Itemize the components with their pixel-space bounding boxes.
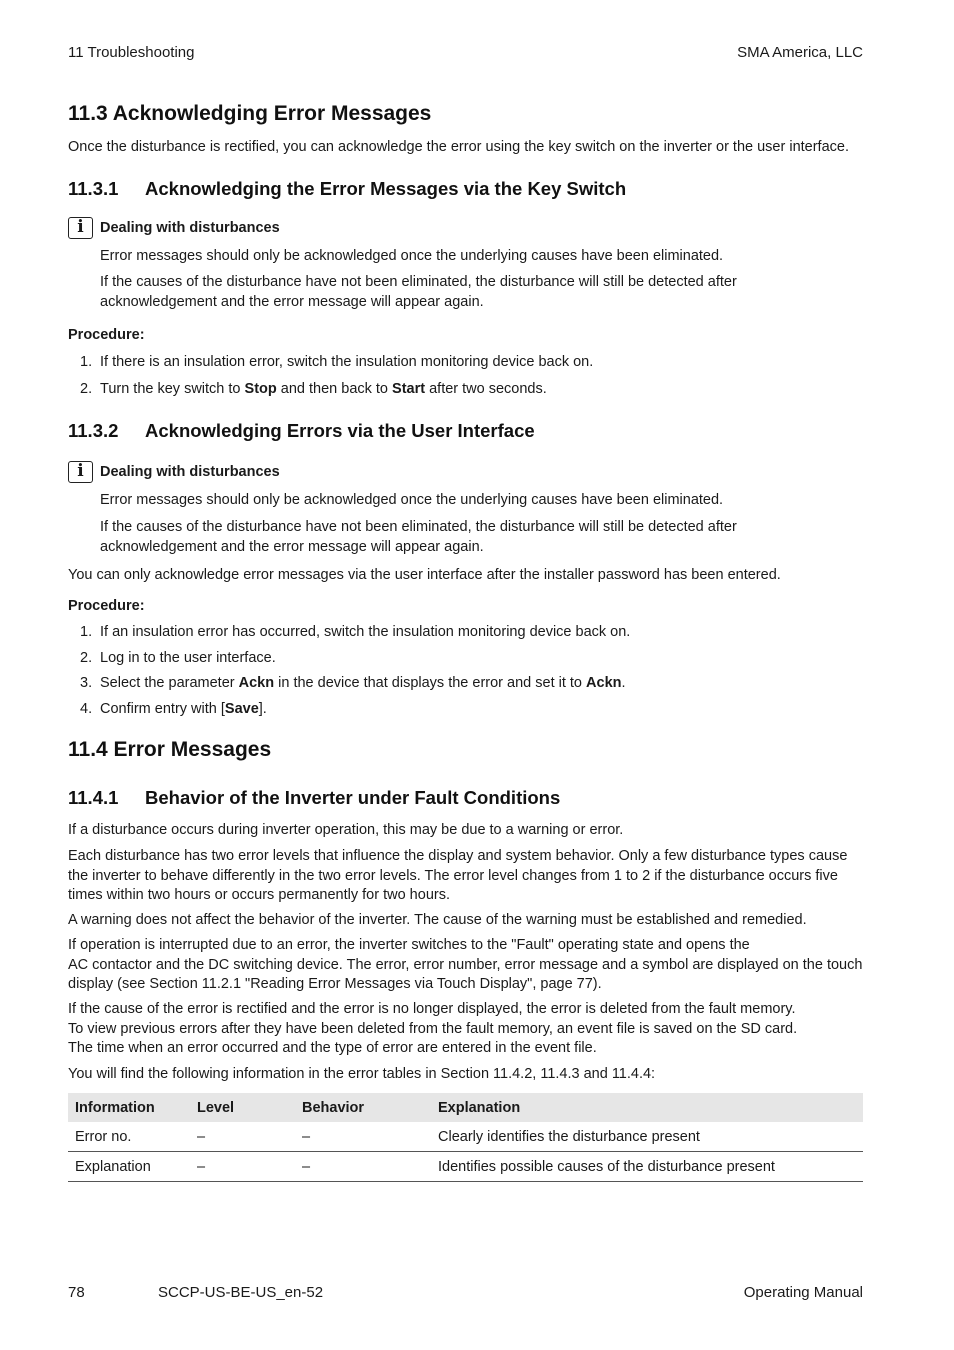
paragraph-line: AC contactor and the DC switching device. The error, error number, error message and a symbol are displayed on the touch display (see Section 11.2.1 "Reading Error Messages via Touch Display", page 77). (68, 956, 863, 992)
step-text: Confirm entry with [ (100, 701, 225, 717)
table-header-cell: Behavior (295, 1093, 431, 1122)
section-title-11-4: 11.4 Error Messages (68, 738, 272, 761)
step-text: If an insulation error has occurred, switch the insulation monitoring device back on. (100, 624, 631, 640)
procedure-label: Procedure: (68, 598, 145, 614)
notice-text: Error messages should only be acknowledged once the underlying causes have been eliminated. (100, 248, 724, 264)
step-text: Turn the key switch to (100, 381, 245, 397)
table-header-cell: Information (68, 1093, 190, 1122)
step-text: Select the parameter (100, 675, 239, 691)
table-row (68, 1122, 863, 1152)
table-row (68, 1152, 863, 1182)
step-keyword: Ackn (586, 675, 622, 691)
list-item: 4. Confirm entry with [Save]. (80, 701, 267, 717)
info-icon: i (68, 217, 93, 239)
table-cell: Explanation (68, 1152, 190, 1182)
procedure-label: Procedure: (68, 327, 145, 343)
header-company: SMA America, LLC (737, 44, 863, 61)
step-keyword: Start (392, 381, 426, 397)
subsection-heading: Acknowledging the Error Messages via the Key Switch (145, 178, 627, 199)
step-text: Log in to the user interface. (100, 650, 276, 666)
table-cell: – (295, 1152, 431, 1182)
list-item: 2. Log in to the user interface. (80, 650, 276, 666)
table-header-cell: Level (190, 1093, 295, 1122)
footer-doc-id: SCCP-US-BE-US_en-52 (158, 1284, 324, 1301)
list-item: 2. Turn the key switch to Stop and then back to Start after two seconds. (80, 381, 547, 397)
error-info-table (68, 1093, 863, 1182)
paragraph-line: The time when an error occurred and the type of error are entered in the event file. (68, 1040, 597, 1056)
subsection-heading: Acknowledging Errors via the User Interface (145, 420, 535, 441)
table-cell: – (190, 1122, 295, 1152)
paragraph-line: If operation is interrupted due to an error, the inverter switches to the "Fault" operating state and opens the (68, 937, 750, 953)
step-keyword: Ackn (238, 675, 275, 691)
step-text: If there is an insulation error, switch the insulation monitoring device back on. (100, 354, 594, 370)
table-header-cell: Explanation (431, 1093, 863, 1122)
procedure-steps (68, 624, 863, 717)
step-text: after two seconds. (425, 381, 547, 397)
table-cell: Clearly identifies the disturbance present (431, 1122, 863, 1152)
procedure-steps (68, 354, 863, 397)
subsection-title-11-3-2 (68, 420, 535, 442)
section-title-11-3: 11.3 Acknowledging Error Messages (68, 102, 432, 125)
notice-text: If the causes of the disturbance have not been eliminated, the disturbance will still be detected after acknowledgement and the error message will appear again. (100, 274, 737, 310)
table-cell: – (190, 1152, 295, 1182)
subsection-title-11-3-1 (68, 178, 626, 200)
notice-text: If the causes of the disturbance have not been eliminated, the disturbance will still be detected after acknowledgement and the error message will appear again. (100, 519, 737, 555)
list-item: 1. If there is an insulation error, switch the insulation monitoring device back on. (80, 354, 594, 370)
list-item: 1. If an insulation error has occurred, switch the insulation monitoring device back on. (80, 624, 631, 640)
step-text: ]. (258, 701, 267, 717)
subsection-number: 11.3.2 (68, 420, 119, 441)
paragraph: A warning does not affect the behavior of the inverter. The cause of the warning must be established and remedied. (68, 912, 807, 928)
paragraph: You can only acknowledge error messages via the user interface after the installer password has been entered. (68, 567, 781, 583)
paragraph: You will find the following information in the error tables in Section 11.4.2, 11.4.3 and 11.4.4: (68, 1066, 656, 1082)
info-icon: i (68, 461, 93, 483)
table-cell: Identifies possible causes of the disturbance present (431, 1152, 863, 1182)
step-text: in the device that displays the error and set it to (274, 675, 587, 691)
notice-title: Dealing with disturbances (100, 464, 280, 480)
footer-page-number: 78 (68, 1284, 85, 1301)
notice-title: Dealing with disturbances (100, 220, 280, 236)
subsection-heading: Behavior of the Inverter under Fault Conditions (145, 787, 561, 808)
header-chapter: 11 Troubleshooting (68, 44, 195, 61)
paragraph: Each disturbance has two error levels that influence the display and system behavior. Only a few disturbance types cause the inverter to behave differently in the two error levels. The error level changes from 1 to 2 if the disturbance occurs five times within two hours or occurs permanently for two hours. (68, 848, 848, 903)
paragraph-line: To view previous errors after they have been deleted from the fault memory, an event file is saved on the SD card. (68, 1020, 798, 1037)
step-keyword: Save (224, 701, 259, 717)
table-cell: – (295, 1122, 431, 1152)
notice-text: Error messages should only be acknowledged once the underlying causes have been eliminated. (100, 492, 724, 508)
table-header-row (68, 1093, 863, 1122)
list-item: 3. Select the parameter Ackn in the device that displays the error and set it to Ackn. (80, 675, 626, 691)
table-cell: Error no. (68, 1122, 190, 1152)
paragraph-line: If the cause of the error is rectified and the error is no longer displayed, the error is deleted from the fault memory. (68, 1001, 796, 1017)
paragraph: If a disturbance occurs during inverter operation, this may be due to a warning or error. (68, 822, 624, 838)
subsection-number: 11.3.1 (68, 178, 119, 199)
step-text: . (621, 675, 626, 691)
section-intro: Once the disturbance is rectified, you can acknowledge the error using the key switch on the inverter or the user interface. (68, 139, 849, 155)
step-text: and then back to (276, 381, 393, 397)
paragraph (68, 1000, 868, 1059)
paragraph (68, 936, 868, 995)
footer-manual: Operating Manual (743, 1284, 863, 1301)
subsection-title-11-4-1 (68, 787, 560, 809)
step-keyword: Stop (244, 381, 277, 397)
subsection-number: 11.4.1 (68, 787, 119, 808)
